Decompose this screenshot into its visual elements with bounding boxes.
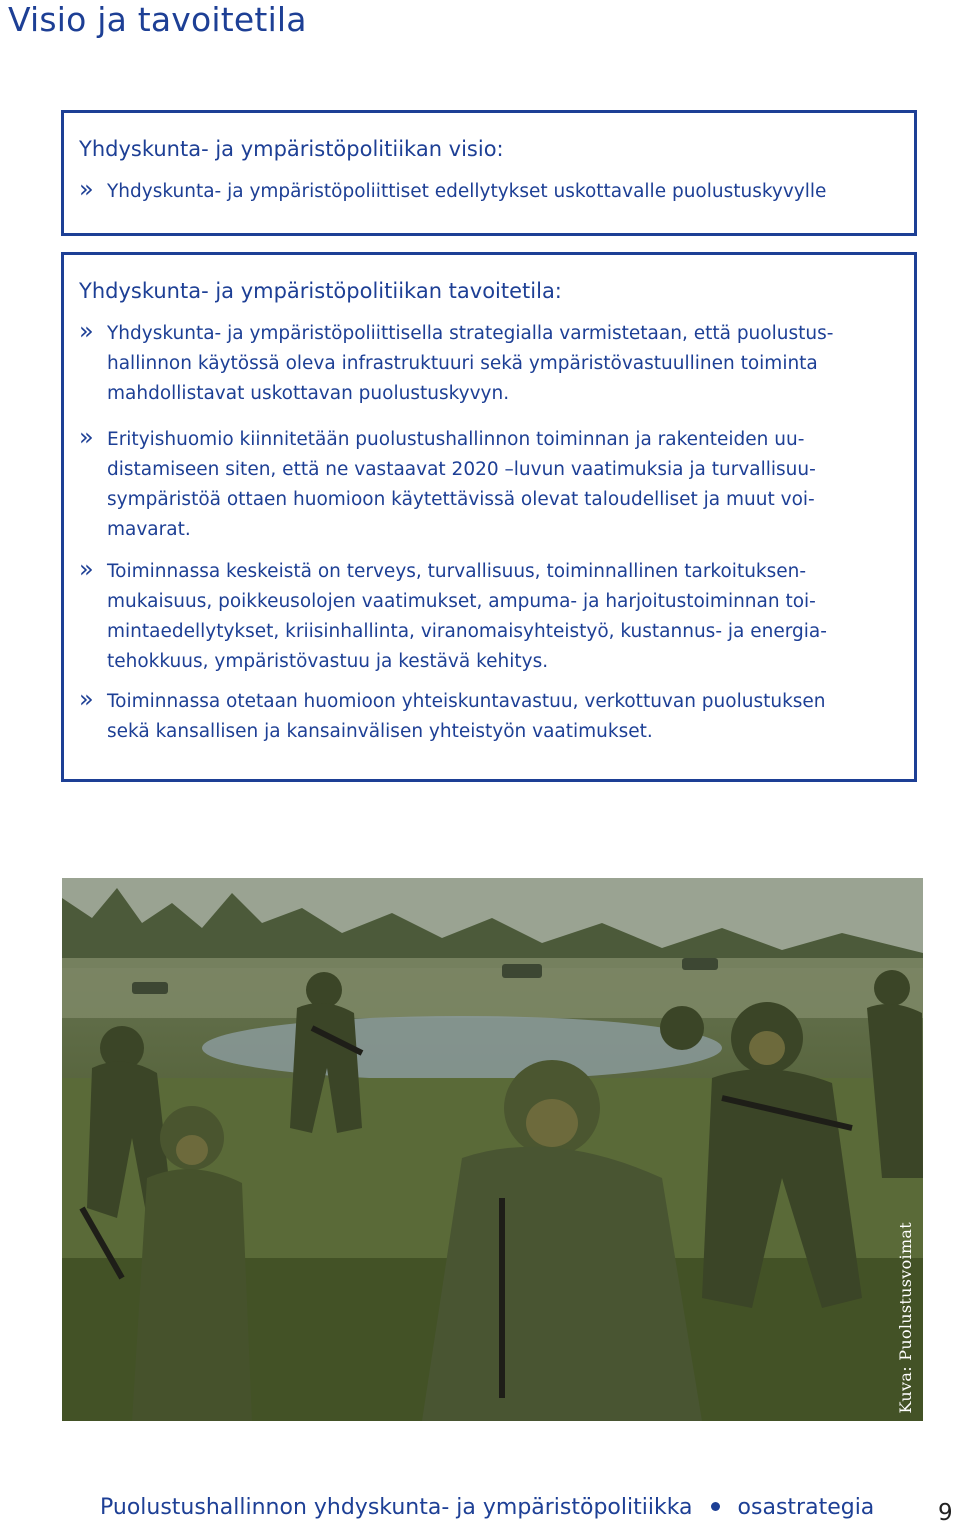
bullet-line: hallinnon käytössä oleva infrastruktuuri sekä ympäristövastuullinen toiminta [107, 353, 818, 374]
bullet-line: mukaisuus, poikkeusolojen vaatimukset, ampuma- ja harjoitustoiminnan toi- [107, 591, 816, 612]
smoke-haze [62, 958, 923, 1018]
bullet-mark: » [79, 317, 94, 345]
vision-box [61, 110, 917, 236]
footer-separator-dot [711, 1502, 720, 1511]
target-bullet-3 [79, 557, 888, 677]
bullet-line: Yhdyskunta- ja ympäristöpoliittiset edellytykset uskottavalle puolustuskyvylle [107, 181, 827, 202]
bullet-line: sympäristöä ottaen huomioon käytettävissä olevat taloudelliset ja muut voi- [107, 489, 815, 510]
bullet-mark: » [79, 423, 94, 451]
page-number: 9 [938, 1500, 953, 1526]
bullet-line: Yhdyskunta- ja ympäristöpoliittisella strategialla varmistetaan, että puolustus- [107, 323, 834, 344]
tank [502, 964, 542, 978]
target-box [61, 252, 917, 782]
bullet-line: Toiminnassa keskeistä on terveys, turvallisuus, toiminnallinen tarkoituksen- [107, 561, 807, 582]
footer-section: osastrategia [737, 1495, 875, 1520]
tank [682, 958, 718, 970]
bullet-line: sekä kansallisen ja kansainvälisen yhteistyön vaatimukset. [107, 721, 653, 742]
bullet-line: mintaedellytykset, kriisinhallinta, viranomaisyhteistyö, kustannus- ja energia- [107, 621, 827, 642]
bullet-line: tehokkuus, ympäristövastuu ja kestävä kehitys. [107, 651, 549, 672]
page-title: Visio ja tavoitetila [8, 0, 307, 39]
pond [202, 1016, 722, 1080]
bullet-mark: » [79, 175, 94, 203]
soldiers-photo [62, 878, 923, 1421]
target-heading: Yhdyskunta- ja ympäristöpolitiikan tavoitetila: [79, 279, 562, 303]
target-bullet-4 [79, 687, 888, 747]
bullet-line: mahdollistavat uskottavan puolustuskyvyn. [107, 383, 510, 404]
photo-credit: Kuva: Puolustusvoimat [896, 1221, 915, 1413]
photo-illustration [62, 878, 923, 1421]
footer [100, 1495, 874, 1520]
tank [132, 982, 168, 994]
bullet-line: Erityishuomio kiinnitetään puolustushallinnon toiminnan ja rakenteiden uu- [107, 429, 805, 450]
bullet-line: distamiseen siten, että ne vastaavat 2020 –luvun vaatimuksia ja turvallisuu- [107, 459, 816, 480]
bullet-line: mavarat. [107, 519, 191, 540]
vision-bullet [79, 177, 888, 207]
bullet-mark: » [79, 555, 94, 583]
vision-heading: Yhdyskunta- ja ympäristöpolitiikan visio: [79, 137, 504, 161]
target-bullet-2 [79, 425, 888, 545]
target-bullet-1 [79, 319, 888, 409]
footer-publication: Puolustushallinnon yhdyskunta- ja ympäristöpolitiikka [100, 1495, 693, 1520]
bullet-line: Toiminnassa otetaan huomioon yhteiskuntavastuu, verkottuvan puolustuksen [107, 691, 826, 712]
bullet-mark: » [79, 685, 94, 713]
